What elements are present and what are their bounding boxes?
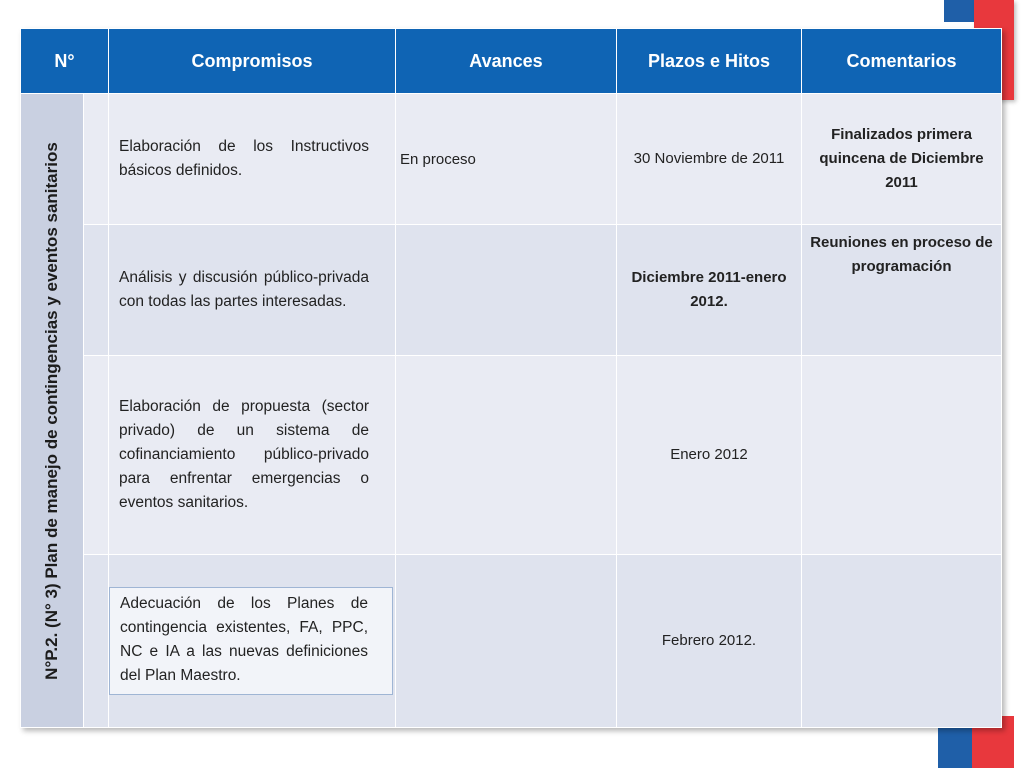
compromiso-cell: Análisis y discusión público-privada con todas las partes interesadas. [109,225,396,356]
avance-cell [396,225,617,356]
header-comentarios: Comentarios [802,29,1002,94]
compromiso-cell: Elaboración de los Instructivos básicos definidos. [109,94,396,225]
comentario-cell: Finalizados primera quincena de Diciembre 2011 [802,94,1002,225]
table-row [21,94,1002,225]
comentario-cell: Reuniones en proceso de programación [802,225,1002,356]
compromiso-cell: Elaboración de propuesta (sector privado) de un sistema de cofinanciamiento público-privado para enfrentar emergencias o eventos sanitarios. [109,356,396,555]
spacer-cell [84,356,109,555]
spacer-cell [84,555,109,728]
plazo-cell: Enero 2012 [617,356,802,555]
flag-bar-blue-top [944,0,974,22]
plazo-cell: Diciembre 2011-enero 2012. [617,225,802,356]
avance-cell: En proceso [396,94,617,225]
header-num: N° [21,29,109,94]
compromiso-cell [109,555,396,728]
avance-cell [396,555,617,728]
compromiso-text-box: Adecuación de los Planes de contingencia existentes, FA, PPC, NC e IA a las nuevas definiciones del Plan Maestro. [109,587,393,695]
group-label: N°P.2. (N° 3) Plan de manejo de contingencias y eventos sanitarios [42,141,61,680]
table-row [21,356,1002,555]
header-plazos: Plazos e Hitos [617,29,802,94]
plazo-cell: Febrero 2012. [617,555,802,728]
comentario-cell [802,356,1002,555]
avance-cell [396,356,617,555]
header-avances: Avances [396,29,617,94]
header-compromisos: Compromisos [109,29,396,94]
comentario-cell [802,555,1002,728]
group-label-cell [21,94,84,728]
table-row [21,555,1002,728]
spacer-cell [84,225,109,356]
spacer-cell [84,94,109,225]
commitments-table [20,28,1002,728]
table-header-row [21,29,1002,94]
table-row [21,225,1002,356]
plazo-cell: 30 Noviembre de 2011 [617,94,802,225]
